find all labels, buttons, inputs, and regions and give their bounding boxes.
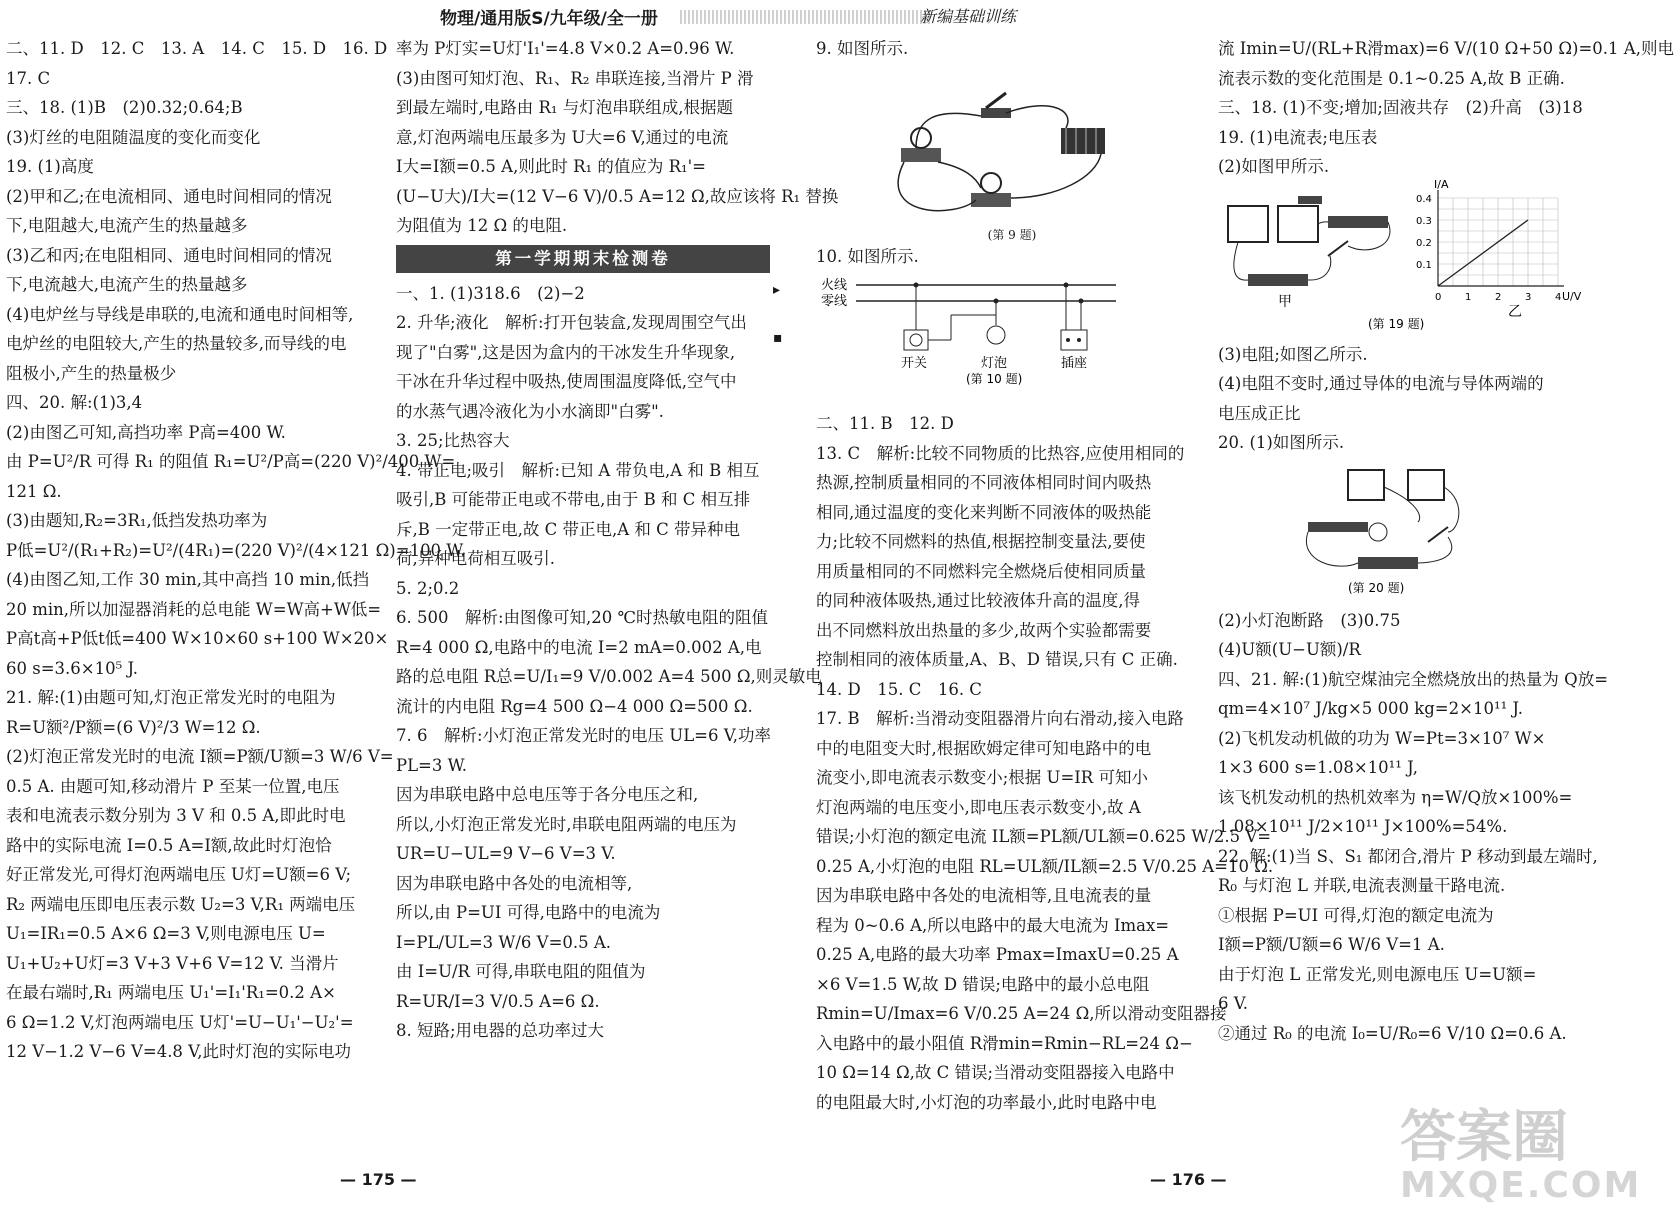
answer-line: 流表示数的变化范围是 0.1~0.25 A,故 B 正确. [1218, 68, 1565, 88]
answer-line: (2)甲和乙;在电流相同、通电时间相同的情况 [6, 186, 332, 206]
answer-line: 9. 如图所示. [816, 39, 909, 58]
fig10-svg [816, 275, 1208, 385]
answer-line: 出不同燃料放出热量的多少,故两个实验都需要 [816, 620, 1152, 640]
watermark-line2: MXQE.COM [1400, 1165, 1642, 1206]
y-tick-label: 0.1 [1416, 259, 1432, 271]
answer-line: 用质量相同的不同燃料完全燃烧后使相同质量 [816, 561, 1146, 581]
answer-line: 下,电流越大,电流产生的热量越多 [6, 275, 248, 294]
answer-line: 灯泡两端的电压变小,即电压表示数变小,故 A [816, 797, 1141, 817]
answer-line: 19. (1)电流表;电压表 [1218, 127, 1378, 147]
answer-line: 阻极小,产生的热量极少 [6, 363, 177, 383]
answer-line: R=U额²/P额=(6 V)²/3 W=12 Ω. [6, 717, 261, 737]
answer-line: 流计的内电阻 Rg=4 500 Ω−4 000 Ω=500 Ω. [396, 696, 753, 716]
x-tick-label: 0 [1435, 291, 1442, 303]
answer-line: 21. 解:(1)由题可知,灯泡正常发光时的电阻为 [6, 688, 336, 707]
answer-line: U₁+U₂+U灯=3 V+3 V+6 V=12 V. 当滑片 [6, 953, 339, 973]
answer-line: 力;比较不同燃料的热值,根据控制变量法,要使 [816, 532, 1146, 551]
answer-line: 吸引,B 可能带正电或不带电,由于 B 和 C 相互排 [396, 490, 751, 509]
answer-line: (3)由图可知灯泡、R₁、R₂ 串联连接,当滑片 P 滑 [396, 68, 754, 88]
answer-line: ×6 V=1.5 W,故 D 错误;电路中的最小总电阻 [816, 974, 1150, 994]
fig9-caption: (第 9 题) [987, 228, 1037, 242]
answer-line: 错误;小灯泡的额定电流 IL额=PL额/UL额=0.625 W/2.5 V= [816, 827, 1272, 846]
answer-line: 5. 2;0.2 [396, 578, 460, 598]
fig20-svg [1218, 462, 1588, 602]
answer-line: UR=U−UL=9 V−6 V=3 V. [396, 844, 616, 863]
page-number-left: — 175 — [340, 1170, 417, 1189]
answer-line: (4)由图乙知,工作 30 min,其中高挡 10 min,低挡 [6, 570, 370, 589]
answer-line: 中的电阻变大时,根据欧姆定律可知电路中的电 [816, 738, 1152, 758]
answer-line: (3)电阻;如图乙所示. [1218, 344, 1368, 364]
answer-line: 荷,异种电荷相互吸引. [396, 549, 555, 568]
x-axis-label: U/V [1562, 289, 1582, 303]
answer-line: 意,灯泡两端电压最多为 U大=6 V,通过的电流 [396, 127, 729, 147]
answer-line: (2)灯泡正常发光时的电流 I额=P额/U额=3 W/6 V= [6, 747, 394, 766]
answer-line: 路的总电阻 R总=U/I₁=9 V/0.002 A=4 500 Ω,则灵敏电 [396, 667, 822, 686]
answer-line: 入电路中的最小阻值 R滑min=Rmin−RL=24 Ω− [816, 1033, 1193, 1053]
answer-line: I额=P额/U额=6 W/6 V=1 A. [1218, 935, 1445, 954]
answer-line: 的同种液体吸热,通过比较液体升高的温度,得 [816, 591, 1140, 610]
answer-line: 因为串联电路中总电压等于各分电压之和, [396, 785, 699, 804]
answer-line: 12 V−1.2 V−6 V=4.8 V,此时灯泡的实际电功 [6, 1042, 351, 1061]
fig10-wiring-diagram [816, 275, 1208, 405]
answer-line: 干冰在升华过程中吸热,使周围温度降低,空气中 [396, 372, 737, 391]
fig10-bulb-label: 灯泡 [981, 356, 1008, 371]
answer-line: (2)由图乙可知,高挡功率 P高=400 W. [6, 422, 286, 442]
fig20-caption: (第 20 题) [1348, 580, 1405, 595]
answer-line: 22. 解:(1)当 S、S₁ 都闭合,滑片 P 移动到最左端时, [1218, 846, 1598, 866]
answer-line: 路中的实际电流 I=0.5 A=I额,故此时灯泡恰 [6, 835, 332, 855]
answer-line: (3)由题知,R₂=3R₁,低挡发热功率为 [6, 511, 268, 530]
answer-line: R₂ 两端电压即电压表示数 U₂=3 V,R₁ 两端电压 [6, 894, 356, 914]
answer-line: (3)乙和丙;在电阻相同、通电时间相同的情况 [6, 245, 332, 265]
answer-line: 121 Ω. [6, 481, 62, 501]
answer-line: 60 s=3.6×10⁵ J. [6, 658, 139, 678]
answer-line: 表和电流表示数分别为 3 V 和 0.5 A,即此时电 [6, 806, 346, 825]
page-number-right: — 176 — [1150, 1170, 1227, 1189]
page-header [440, 4, 1200, 28]
answer-line: U₁=IR₁=0.5 A×6 Ω=3 V,则电源电压 U= [6, 924, 326, 943]
answer-line: 的水蒸气遇冷液化为小水滴即"白雾". [396, 401, 664, 421]
fig19-svg [1218, 177, 1588, 336]
fig19-diagrams [1218, 177, 1588, 336]
answer-line: 1.08×10¹¹ J/2×10¹¹ J×100%=54%. [1218, 817, 1508, 836]
answer-line: 6 Ω=1.2 V,灯泡两端电压 U灯'=U−U₁'−U₂'= [6, 1012, 354, 1032]
answer-line: 因为串联电路中各处的电流相等, [396, 873, 633, 893]
answer-line: 6 V. [1218, 994, 1249, 1013]
answer-line: 8. 短路;用电器的总功率过大 [396, 1021, 605, 1040]
answer-line: (4)电阻不变时,通过导体的电流与导体两端的 [1218, 374, 1544, 393]
answer-line: 4. 带正电;吸引 解析:已知 A 带负电,A 和 B 相互 [396, 460, 760, 480]
answer-line: (U−U大)/I大=(12 V−6 V)/0.5 A=12 Ω,故应该将 R₁ 替换 [396, 186, 839, 206]
answer-line: 到最左端时,电路由 R₁ 与灯泡串联组成,根据题 [396, 98, 734, 117]
answer-line: I大=I额=0.5 A,则此时 R₁ 的值应为 R₁'= [396, 157, 707, 176]
watermark-line1: 答案圈 [1400, 1105, 1568, 1170]
answer-line: R=UR/I=3 V/0.5 A=6 Ω. [396, 991, 600, 1011]
answer-line: 1×3 600 s=1.08×10¹¹ J, [1218, 758, 1419, 777]
subject-label: 物理/通用版S/九年级/全一册 [440, 9, 658, 29]
answer-line: ①根据 P=UI 可得,灯泡的额定电流为 [1218, 905, 1494, 925]
answer-line: 下,电阻越大,电流产生的热量越多 [6, 216, 248, 235]
answer-line: 由 P=U²/R 可得 R₁ 的阻值 R₁=U²/P高=(220 V)²/400 W= [6, 452, 456, 471]
answer-line: 17. B 解析:当滑动变阻器滑片向右滑动,接入电路 [816, 709, 1184, 728]
answer-line: 7. 6 解析:小灯泡正常发光时的电压 UL=6 V,功率 [396, 726, 771, 745]
answer-line: (4)U额(U−U额)/R [1218, 640, 1361, 659]
answer-line: 20 min,所以加湿器消耗的总电能 W=W高+W低= [6, 599, 382, 619]
answer-line: 20. (1)如图所示. [1218, 433, 1345, 452]
answer-line: 由于灯泡 L 正常发光,则电源电压 U=U额= [1218, 964, 1537, 984]
answer-line: 流变小,即电流表示数变小;根据 U=IR 可知小 [816, 768, 1148, 787]
answer-line: 因为串联电路中各处的电流相等,且电流表的量 [816, 886, 1152, 905]
fig10-switch-label: 开关 [901, 356, 928, 371]
answer-line: Rmin=U/Imax=6 V/0.25 A=24 Ω,所以滑动变阻器接 [816, 1004, 1227, 1023]
answer-line: 该飞机发动机的热机效率为 η=W/Q放×100%= [1218, 787, 1573, 807]
answer-line: 的电阻最大时,小灯泡的功率最小,此时电路中电 [816, 1092, 1157, 1112]
series-label: 新编基础训练 [920, 7, 1017, 26]
answer-line: 相同,通过温度的变化来判断不同液体的吸热能 [816, 502, 1152, 522]
answer-line: 斥,B 一定带正电,故 C 带正电,A 和 C 带异种电 [396, 519, 740, 539]
answer-line: 率为 P灯实=U灯'I₁'=4.8 V×0.2 A=0.96 W. [396, 39, 735, 58]
fig19-yi-label: 乙 [1508, 303, 1522, 320]
answer-column-4 [1218, 34, 1674, 1048]
answer-line: PL=3 W. [396, 755, 467, 775]
answer-line: 三、18. (1)不变;增加;固液共存 (2)升高 (3)18 [1218, 98, 1583, 117]
fig10-socket-label: 插座 [1061, 356, 1088, 371]
answer-line: 10 Ω=14 Ω,故 C 错误;当滑动变阻器接入电路中 [816, 1063, 1175, 1082]
answer-line: I=PL/UL=3 W/6 V=0.5 A. [396, 932, 612, 952]
exam-banner: 第一学期期末检测卷 [396, 245, 770, 273]
answer-line: R₀ 与灯泡 L 并联,电流表测量干路电流. [1218, 876, 1506, 895]
answer-line: 为阻值为 12 Ω 的电阻. [396, 216, 568, 235]
y-axis-label: I/A [1434, 177, 1449, 191]
y-tick-label: 0.3 [1416, 215, 1432, 227]
answer-line: 现了"白雾",这是因为盒内的干冰发生升华现象, [396, 342, 736, 362]
answer-line: 所以,由 P=UI 可得,电路中的电流为 [396, 903, 661, 922]
x-tick-label: 4 [1555, 291, 1562, 303]
x-tick-label: 1 [1465, 291, 1472, 303]
answer-line: 在最右端时,R₁ 两端电压 U₁'=I₁'R₁=0.2 A× [6, 983, 336, 1002]
answer-line: 四、20. 解:(1)3,4 [6, 393, 143, 412]
answer-line: (2)飞机发动机做的功为 W=Pt=3×10⁷ W× [1218, 728, 1546, 748]
x-tick-label: 3 [1525, 291, 1532, 303]
fold-mark: ▪ [773, 330, 783, 346]
answer-line: 电压成正比 [1218, 403, 1301, 423]
answer-line: qm=4×10⁷ J/kg×5 000 kg=2×10¹¹ J. [1218, 699, 1524, 718]
fig10-neutral-label: 零线 [821, 294, 848, 309]
x-tick-label: 2 [1495, 291, 1502, 303]
answer-line: 17. C [6, 68, 51, 88]
answer-line: 热源,控制质量相同的不同液体相同时间内吸热 [816, 473, 1152, 492]
fig19-jia-label: 甲 [1278, 293, 1292, 310]
answer-line: (4)电炉丝与导线是串联的,电流和通电时间相等, [6, 304, 354, 324]
answer-line: 一、1. (1)318.6 (2)−2 [396, 283, 585, 303]
answer-line: 所以,小灯泡正常发光时,串联电阻两端的电压为 [396, 814, 737, 834]
fig9-svg [816, 68, 1208, 218]
fig9-circuit-drawing [816, 68, 1208, 242]
answer-line: (2)如图甲所示. [1218, 157, 1330, 176]
answer-line: 四、21. 解:(1)航空煤油完全燃烧放出的热量为 Q放= [1218, 669, 1609, 689]
answer-line: 6. 500 解析:由图像可知,20 ℃时热敏电阻的阻值 [396, 608, 768, 627]
answer-line: 三、18. (1)B (2)0.32;0.64;B [6, 98, 243, 117]
answer-line: 好正常发光,可得灯泡两端电压 U灯=U额=6 V; [6, 865, 352, 884]
answer-line: 控制相同的液体质量,A、B、D 错误,只有 C 正确. [816, 650, 1178, 669]
fig10-live-label: 火线 [821, 278, 848, 293]
header-decor-strip [680, 10, 930, 24]
fig19-graph [1416, 178, 1582, 320]
answer-line: 3. 25;比热容大 [396, 431, 510, 450]
answer-line: (2)小灯泡断路 (3)0.75 [1218, 610, 1401, 630]
answer-line: 由 I=U/R 可得,串联电阻的阻值为 [396, 962, 646, 981]
answer-line: 13. C 解析:比较不同物质的比热容,应使用相同的 [816, 443, 1185, 463]
answer-line: ②通过 R₀ 的电流 I₀=U/R₀=6 V/10 Ω=0.6 A. [1218, 1023, 1567, 1043]
answer-line: 0.25 A,电路的最大功率 Pmax=ImaxU=0.25 A [816, 945, 1179, 964]
answer-line: 电炉丝的电阻较大,产生的热量较多,而导线的电 [6, 334, 347, 353]
fig20-circuit-drawing [1218, 462, 1588, 602]
answer-line: R=4 000 Ω,电路中的电流 I=2 mA=0.002 A,电 [396, 637, 762, 657]
answer-line: 二、11. D 12. C 13. A 14. C 15. D 16. D [6, 39, 388, 58]
answer-line: 程为 0~0.6 A,所以电路中的最大电流为 Imax= [816, 915, 1170, 935]
answer-line: 10. 如图所示. [816, 246, 919, 266]
answer-line: (3)灯丝的电阻随温度的变化而变化 [6, 127, 261, 147]
watermark-logo [1400, 1105, 1642, 1210]
answer-line: 14. D 15. C 16. C [816, 679, 982, 699]
y-tick-label: 0.2 [1416, 237, 1432, 249]
answer-line: 流 Imin=U/(RL+R滑max)=6 V/(10 Ω+50 Ω)=0.1 A,则电 [1218, 39, 1674, 58]
answer-line: 2. 升华;液化 解析:打开包装盒,发现周围空气出 [396, 313, 747, 332]
answer-line: 19. (1)高度 [6, 157, 94, 176]
answer-line: 二、11. B 12. D [816, 414, 954, 433]
fig19-caption: (第 19 题) [1368, 316, 1425, 331]
fold-mark: ▸ [773, 282, 781, 298]
y-tick-label: 0.4 [1416, 193, 1432, 205]
answer-line: P高t高+P低t低=400 W×10×60 s+100 W×20× [6, 629, 389, 648]
fig10-caption: (第 10 题) [966, 372, 1023, 386]
answer-line: 0.25 A,小灯泡的电阻 RL=UL额/IL额=2.5 V/0.25 A=10 Ω. [816, 856, 1274, 876]
answer-line: P低=U²/(R₁+R₂)=U²/(4R₁)=(220 V)²/(4×121 Ω)=100 W. [6, 540, 466, 560]
answer-line: 0.5 A. 由题可知,移动滑片 P 至某一位置,电压 [6, 776, 340, 796]
